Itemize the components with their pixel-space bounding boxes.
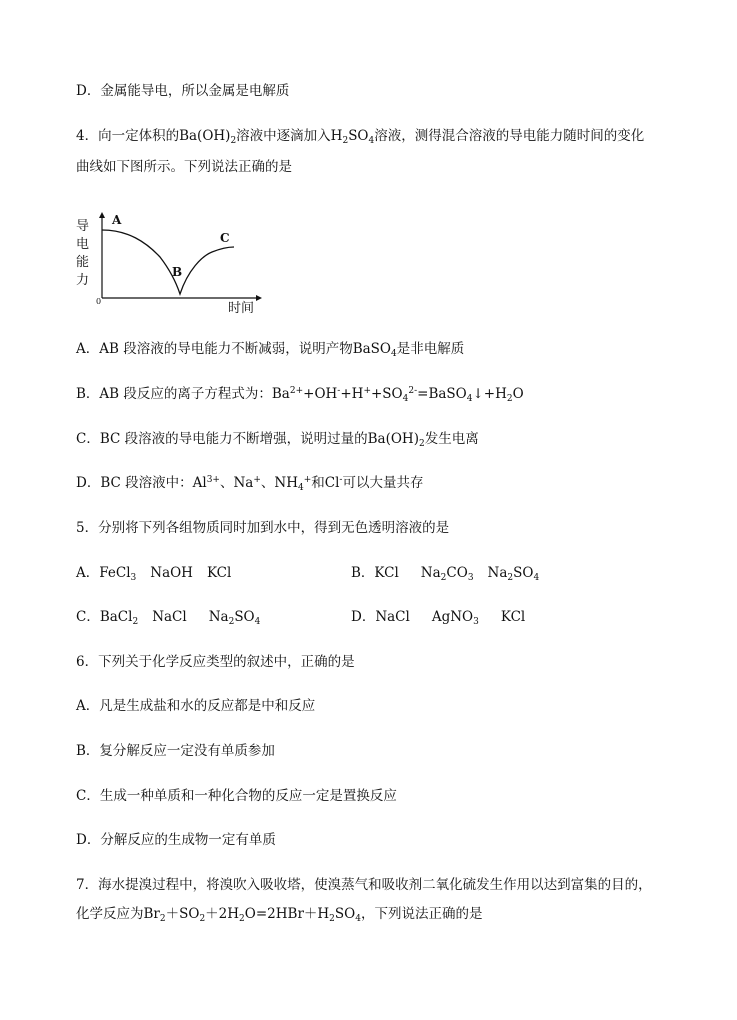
superscript: + <box>253 475 261 485</box>
q5-option-d <box>351 607 525 627</box>
subscript: 2 <box>342 136 349 146</box>
option-text: 是非电解质 <box>396 341 465 357</box>
origin-label: 0 <box>96 297 102 306</box>
subscript: 4 <box>466 394 473 404</box>
q6-option-d <box>76 830 276 850</box>
subscript: 3 <box>473 617 479 627</box>
q7-stem-line2 <box>76 904 482 924</box>
option-text: NaOH <box>150 565 193 581</box>
q4-stem-text: 溶液，测得混合溶液的导电能力随时间的变化 <box>374 128 645 144</box>
option-text: 、Na <box>219 475 254 491</box>
y-axis-label-char: 电 <box>76 237 90 252</box>
option-text: C．生成一种单质和一种化合物的反应一定是置换反应 <box>76 788 397 804</box>
x-axis-arrow <box>256 295 262 301</box>
option-text: AgNO <box>431 609 474 625</box>
subscript: 2 <box>230 136 237 146</box>
y-axis-arrow <box>99 212 105 218</box>
option-text: ↓+H <box>472 386 507 402</box>
q7-stem-text: SO <box>334 906 356 922</box>
option-text: SO <box>234 609 255 625</box>
q5-option-c <box>76 607 260 627</box>
option-text: =BaSO <box>417 386 467 402</box>
option-text: Na <box>208 609 229 625</box>
q7-stem-text: ＋2H <box>205 906 240 922</box>
point-b-label: B <box>172 265 183 279</box>
q4-option-d <box>76 473 423 493</box>
option-text: D．NaCl <box>351 609 410 625</box>
subscript: 2 <box>506 394 513 404</box>
subscript: 2 <box>329 914 335 924</box>
subscript: 2 <box>440 573 447 583</box>
superscript: 3+ <box>206 475 220 485</box>
option-text: 发生电离 <box>424 431 479 447</box>
q4-stem-text: 溶液中逐滴加入H <box>236 128 343 144</box>
q7-stem-text: 7．海水提溴过程中，将溴吹入吸收塔，使溴蒸气和吸收剂二氧化硫发生作用以达到富集的目的， <box>76 877 652 893</box>
q5-stem-text: 5．分别将下列各组物质同时加到水中，得到无色透明溶液的是 <box>76 520 450 536</box>
subscript: 2 <box>159 914 166 924</box>
subscript: 4 <box>391 349 397 359</box>
superscript: 2+ <box>289 386 304 396</box>
subscript: 2 <box>228 617 235 627</box>
y-axis-label-char: 力 <box>76 273 90 288</box>
q3-option-d <box>76 81 289 101</box>
q7-stem-text: O=2HBr＋H <box>244 906 330 922</box>
option-text: A．FeCl <box>76 565 131 581</box>
option-text: KCl <box>206 565 232 581</box>
option-text: Na <box>420 565 441 581</box>
option-text: B．KCl <box>351 565 399 581</box>
y-axis-label-char: 导 <box>76 219 90 234</box>
q4-stem-line1 <box>76 126 644 146</box>
subscript: 2 <box>199 914 206 924</box>
subscript: 4 <box>254 617 261 627</box>
y-axis-label-char: 能 <box>76 255 90 270</box>
point-c-label: C <box>220 231 230 245</box>
option-text: B．复分解反应一定没有单质参加 <box>76 743 275 759</box>
superscript: + <box>363 386 371 396</box>
superscript: - <box>339 475 343 485</box>
option-text: +SO <box>370 386 403 402</box>
subscript: 2 <box>507 573 514 583</box>
q4-option-c <box>76 429 479 449</box>
q7-stem-text: ＋SO <box>165 906 200 922</box>
q4-stem-line2 <box>76 157 292 177</box>
q4-stem-text: SO <box>348 128 369 144</box>
q4-option-b <box>76 384 524 404</box>
q6-stem-text: 6．下列关于化学反应类型的叙述中，正确的是 <box>76 654 355 670</box>
option-text: +H <box>340 386 364 402</box>
option-text: B．AB 段反应的离子方程式为：Ba <box>76 386 290 402</box>
option-text: 、NH <box>260 475 298 491</box>
point-a-label: A <box>112 213 122 227</box>
option-text: Na <box>487 565 508 581</box>
option-text: KCl <box>500 609 526 625</box>
subscript: 4 <box>402 394 409 404</box>
q6-stem <box>76 652 355 672</box>
subscript: 2 <box>418 439 425 449</box>
q3-option-d-text: D．金属能导电，所以金属是电解质 <box>76 83 290 99</box>
subscript: 3 <box>467 573 474 583</box>
option-text: +OH <box>303 386 338 402</box>
superscript: - <box>337 386 341 396</box>
superscript: + <box>303 475 312 485</box>
conductivity-curve <box>102 230 234 294</box>
option-text: C．BaCl <box>76 609 133 625</box>
option-text: D．分解反应的生成物一定有单质 <box>76 832 276 848</box>
option-text: NaCl <box>152 609 187 625</box>
q5-option-b <box>351 563 539 583</box>
q5-option-a <box>76 563 231 583</box>
q4-stem-text: 4．向一定体积的Ba(OH) <box>76 128 231 144</box>
option-text: 和Cl <box>311 475 340 491</box>
conductivity-graph <box>76 212 276 322</box>
subscript: 4 <box>368 136 375 146</box>
q7-stem-text: ，下列说法正确的是 <box>360 906 483 922</box>
q4-option-a <box>76 339 464 359</box>
option-text: A．AB 段溶液的导电能力不断减弱，说明产物BaSO <box>76 341 391 357</box>
option-text: D．BC 段溶液中：Al <box>76 475 207 491</box>
subscript: 4 <box>533 573 540 583</box>
option-text: C．BC 段溶液的导电能力不断增强，说明过量的Ba(OH) <box>76 431 419 447</box>
q5-stem <box>76 518 449 538</box>
q6-option-b <box>76 741 275 761</box>
subscript: 2 <box>239 914 245 924</box>
q7-stem-line1 <box>76 875 652 895</box>
q7-stem-text: 化学反应为Br <box>76 906 160 922</box>
option-text: A．凡是生成盐和水的反应都是中和反应 <box>76 698 316 714</box>
subscript: 3 <box>130 573 137 583</box>
option-text: CO <box>446 565 468 581</box>
option-text: O <box>512 386 524 402</box>
subscript: 4 <box>355 914 361 924</box>
x-axis-label: 时间 <box>228 301 255 316</box>
q4-stem-text: 曲线如下图所示。下列说法正确的是 <box>76 159 292 175</box>
q6-option-c <box>76 786 397 806</box>
subscript: 2 <box>132 617 139 627</box>
subscript: 4 <box>297 483 304 493</box>
superscript: 2- <box>408 386 418 396</box>
q6-option-a <box>76 696 315 716</box>
option-text: SO <box>513 565 534 581</box>
option-text: 可以大量共存 <box>342 475 424 491</box>
